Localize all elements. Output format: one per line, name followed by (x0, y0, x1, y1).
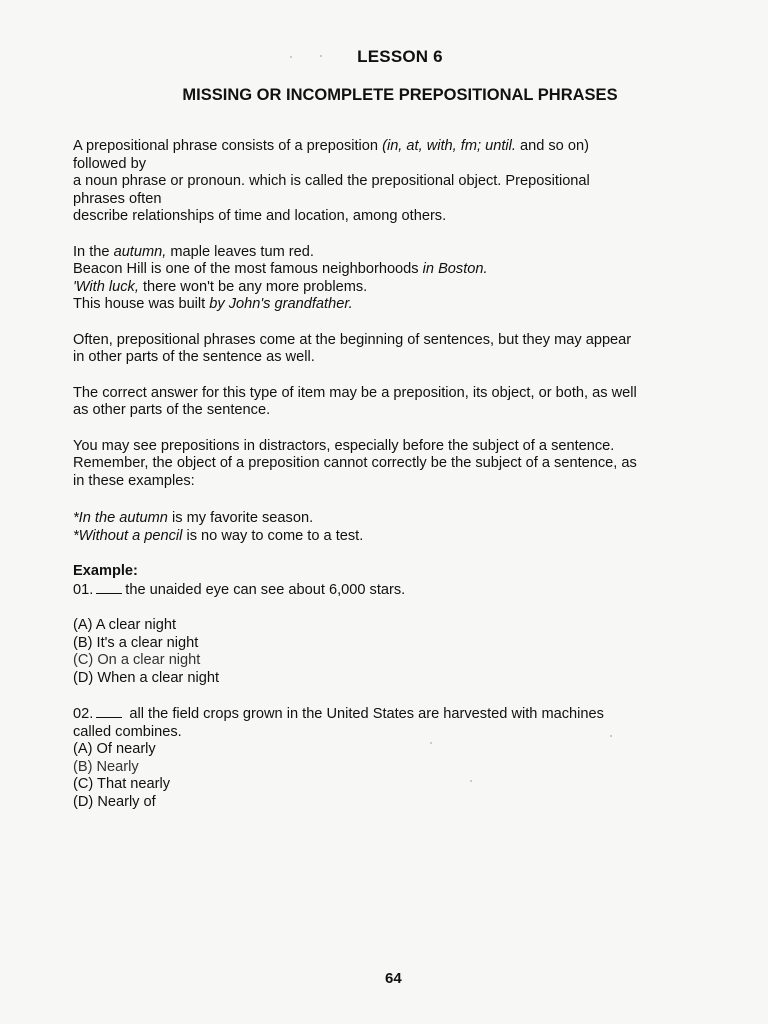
paragraph-line: in other parts of the sentence as well. (73, 349, 315, 365)
sentence-text: there won't be any more problems. (138, 278, 368, 295)
question-stem: the unaided eye can see about 6,000 stars. (125, 581, 406, 598)
incorrect-example-1 (73, 510, 733, 528)
example-sentence-4 (73, 296, 733, 314)
section-title: MISSING OR INCOMPLETE PREPOSITIONAL PHRASES (182, 86, 618, 104)
paragraph-line: Remember, the object of a preposition cannot correctly be the subject of a sentence, as (73, 455, 637, 471)
page-number: 64 (385, 970, 402, 987)
example-label (73, 563, 733, 581)
option-b: (B) It's a clear night (73, 634, 199, 651)
option-a: (A) A clear night (73, 617, 177, 633)
scan-speck (430, 742, 432, 744)
sentence-text: is no way to come to a test. (182, 527, 364, 544)
sentence-text: This house was built (73, 296, 210, 312)
option-d: (D) When a clear night (73, 669, 219, 686)
intro-line-1 (73, 138, 733, 156)
intro-prepositions: (in, at, with, fm; until. (382, 138, 516, 154)
scan-speck (610, 735, 612, 737)
scan-speck (470, 780, 472, 782)
incorrect-example-2 (73, 528, 733, 546)
sentence-text: is my favorite season. (167, 510, 314, 526)
lesson-body (73, 138, 733, 811)
question-number: 01. (73, 581, 94, 598)
question-2-stem (73, 705, 733, 724)
intro-text: and so on) (515, 138, 589, 154)
intro-line-2: followed by (73, 155, 147, 172)
example-heading: Example: (73, 563, 138, 579)
sentence-phrase: by John's grandfather. (209, 296, 353, 312)
question-stem: all the field crops grown in the United States are harvested with machines (129, 706, 604, 722)
paragraph-line: as other parts of the sentence. (73, 402, 271, 418)
paragraph-position (73, 332, 733, 367)
paragraph-line: Often, prepositional phrases come at the beginning of sentences, but they may appear (73, 331, 632, 348)
sentence-text: maple leaves tum red. (166, 243, 314, 260)
example-sentences (73, 244, 733, 314)
question-1 (73, 563, 733, 687)
incorrect-examples (73, 510, 733, 545)
intro-line-4: phrases often (73, 190, 162, 207)
sentence-phrase: 'With luck, (73, 278, 139, 295)
question-number: 02. (73, 706, 94, 722)
intro-text: A prepositional phrase consists of a preposition (73, 138, 383, 154)
intro-line-3: a noun phrase or pronoun. which is called the prepositional object. Prepositional (73, 173, 590, 189)
example-sentence-3 (73, 279, 733, 297)
paragraph-distractors (73, 438, 733, 491)
sentence-phrase: in Boston. (422, 261, 488, 277)
option-a: (A) Of nearly (73, 741, 156, 757)
lesson-title: LESSON 6 (357, 47, 443, 66)
paragraph-line: in these examples: (73, 472, 195, 489)
option-c: (C) That nearly (73, 776, 171, 792)
scan-speck (290, 56, 292, 58)
intro-line-5: describe relationships of time and location, among others. (73, 208, 447, 224)
example-sentence-1 (73, 244, 733, 262)
sentence-phrase: *Without a pencil (73, 527, 183, 544)
option-c: (C) On a clear night (73, 652, 201, 668)
paragraph-answer (73, 385, 733, 420)
intro-paragraph (73, 138, 733, 226)
answer-blank (96, 705, 122, 718)
option-d: (D) Nearly of (73, 793, 156, 810)
paragraph-line: The correct answer for this type of item may be a preposition, its object, or both, as well (73, 384, 637, 401)
question-2-stem-cont: called combines. (73, 723, 182, 740)
option-b: (B) Nearly (73, 758, 139, 775)
answer-blank (96, 581, 122, 594)
question-2 (73, 705, 733, 811)
paragraph-line: You may see prepositions in distractors, especially before the subject of a sentence. (73, 437, 615, 454)
sentence-phrase: autumn, (113, 243, 167, 260)
question-1-stem (73, 581, 733, 600)
example-sentence-2 (73, 261, 733, 279)
sentence-phrase: *In the autumn (73, 510, 168, 526)
sentence-text: Beacon Hill is one of the most famous neighborhoods (73, 261, 423, 277)
sentence-text: In the (73, 243, 114, 260)
scan-speck (320, 55, 322, 57)
